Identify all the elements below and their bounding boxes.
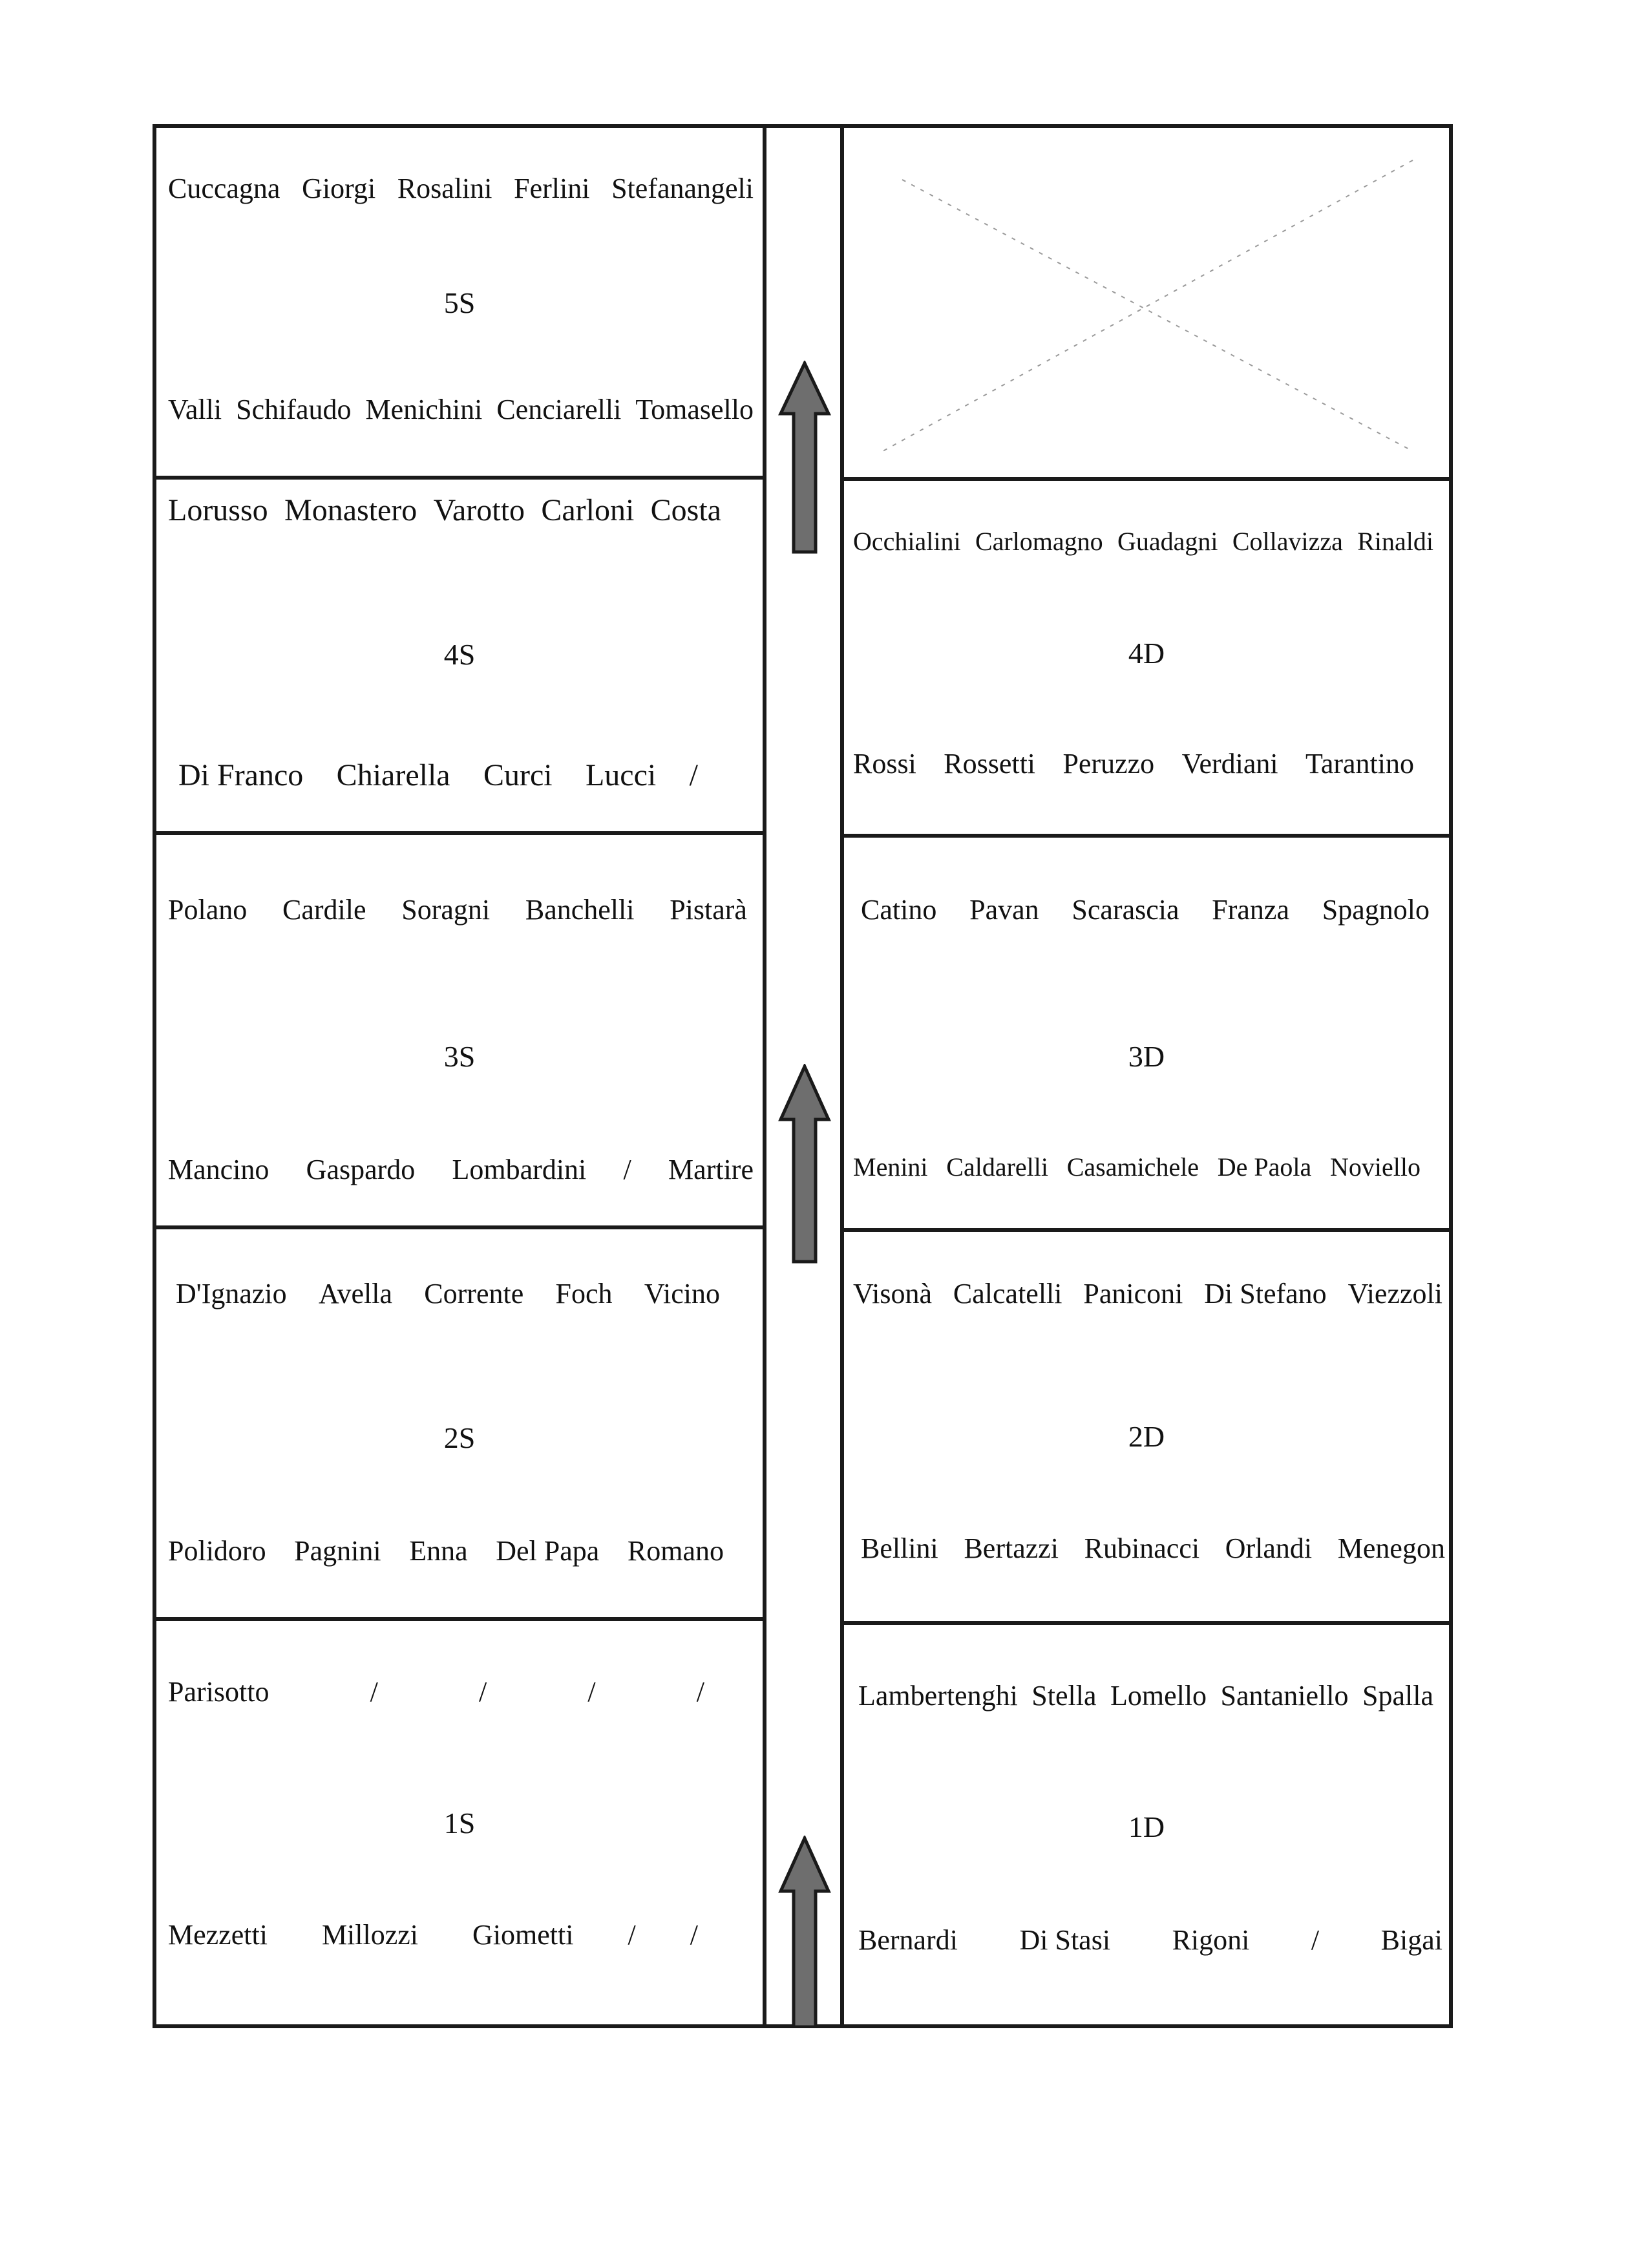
student-name: Millozzi [321,1919,419,1951]
student-name: Pavan [969,894,1039,926]
student-name: Stella [1031,1680,1097,1712]
student-name: Curci [483,758,553,792]
desk-label-5s: 5S [443,286,476,319]
student-name: Rubinacci [1084,1532,1200,1564]
student-name: Spagnolo [1322,894,1430,926]
student-name: De Paola [1217,1152,1312,1182]
student-name: Vicino [644,1278,720,1309]
desk-2s-top-row [176,1280,720,1308]
desk-5s-bottom-row [168,396,754,424]
student-name: Carlomagno [975,527,1103,556]
student-name: Casamichele [1066,1152,1199,1182]
student-name: Occhialini [853,527,961,556]
student-name: Mancino [168,1154,269,1185]
desk-label-3d: 3D [1128,1040,1165,1073]
desk-3d-bottom-row [853,1154,1421,1180]
desk-block-2d [844,1232,1449,1621]
aisle-left-border [763,124,766,2028]
student-name: Rossetti [944,748,1036,779]
student-name: Scarascia [1072,894,1179,926]
student-name: Gaspardo [306,1154,416,1185]
student-name: Pistarà [670,894,747,926]
student-name: Ferlini [514,173,590,204]
student-name: Collavizza [1232,527,1343,556]
student-name: Costa [650,493,721,527]
student-name: Polidoro [168,1535,266,1567]
student-name: Guadagni [1117,527,1218,556]
desk-block-3d [844,838,1449,1228]
student-name: Menini [853,1152,928,1182]
student-name: Cenciarelli [496,394,622,425]
up-arrow-icon [778,361,831,555]
desk-label-3s: 3S [443,1040,476,1073]
student-name: Enna [409,1535,468,1567]
desk-block-4d [844,481,1449,834]
student-name: Verdiani [1181,748,1278,779]
desk-2s-bottom-row [168,1537,724,1565]
desk-label-2s: 2S [443,1421,476,1454]
student-name: Polano [168,894,248,926]
student-name: Cuccagna [168,173,280,204]
student-name: Del Papa [496,1535,600,1567]
student-name: Giometti [472,1919,574,1951]
desk-5s-top-row [168,175,754,203]
student-name: Soragni [401,894,491,926]
desk-4d-bottom-row [853,750,1414,778]
student-name: Lorusso [168,493,268,527]
student-name: Chiarella [336,758,450,792]
student-name: Mezzetti [168,1919,268,1951]
student-name: Stefanangeli [611,173,754,204]
desk-4s-top-row [168,495,721,526]
desk-1s-top-row [168,1678,704,1706]
desk-label-1d: 1D [1128,1810,1165,1843]
student-name: Giorgi [302,173,376,204]
desk-3s-top-row [168,896,747,924]
desk-2d-bottom-row [861,1534,1445,1563]
cross-mark-icon [844,128,1449,477]
student-name: Avella [318,1278,392,1309]
student-name: Spalla [1362,1680,1433,1712]
student-name: Franza [1212,894,1289,926]
student-name: / [696,1676,704,1708]
student-name: Rigoni [1172,1924,1250,1956]
student-name: Martire [668,1154,754,1185]
student-name: Catino [861,894,937,926]
desk-block-4s [156,480,763,831]
student-name: / [628,1919,636,1951]
student-name: Rinaldi [1357,527,1433,556]
student-name: D'Ignazio [176,1278,287,1309]
student-name: Pagnini [294,1535,381,1567]
student-name: Peruzzo [1062,748,1155,779]
student-name: / [1311,1924,1320,1956]
student-name: Lombardini [452,1154,587,1185]
student-name: Parisotto [168,1676,269,1708]
student-name: Rosalini [397,173,492,204]
student-name: Foch [555,1278,613,1309]
desk-label-1s: 1S [443,1807,476,1839]
desk-block-2s [156,1229,763,1617]
desk-4d-top-row [853,529,1433,555]
desk-3s-bottom-row [168,1156,754,1184]
student-name: Noviello [1330,1152,1421,1182]
student-name: Di Stasi [1019,1924,1111,1956]
student-name: Caldarelli [946,1152,1048,1182]
student-name: Di Stefano [1204,1278,1327,1309]
student-name: Bernardi [858,1924,958,1956]
student-name: / [623,1154,631,1185]
student-name: Bellini [861,1532,938,1564]
desk-4s-bottom-row [178,760,698,791]
student-name: / [370,1676,378,1708]
student-name: Visonà [853,1278,933,1309]
student-name: Carloni [541,493,635,527]
student-name: / [478,1676,487,1708]
student-name: Lambertenghi [858,1680,1018,1712]
student-name: Valli [168,394,222,425]
student-name: Lomello [1110,1680,1207,1712]
desk-block-1d [844,1625,1449,2024]
desk-1s-bottom-row [168,1921,698,1949]
desk-label-4s: 4S [443,638,476,671]
empty-desk-block [844,128,1449,477]
student-name: Paniconi [1083,1278,1183,1309]
student-name: Calcatelli [953,1278,1062,1309]
student-name: Schifaudo [236,394,352,425]
student-name: Orlandi [1225,1532,1313,1564]
student-name: Viezzoli [1347,1278,1442,1309]
student-name: Tomasello [635,394,754,425]
up-arrow-icon [778,1836,831,2027]
desk-label-4d: 4D [1128,637,1165,670]
student-name: Tarantino [1305,748,1414,779]
desk-1d-bottom-row [858,1926,1442,1955]
student-name: Santaniello [1220,1680,1349,1712]
student-name: Di Franco [178,758,304,792]
student-name: Varotto [433,493,525,527]
desk-block-3s [156,835,763,1225]
student-name: / [690,1919,698,1951]
student-name: Bertazzi [964,1532,1059,1564]
student-name: Banchelli [525,894,635,926]
desk-block-5s [156,128,763,476]
student-name: Monastero [284,493,417,527]
up-arrow-icon [778,1064,831,1264]
desk-3d-top-row [861,896,1430,924]
desk-block-1s [156,1621,763,2024]
student-name: / [587,1676,596,1708]
student-name: Cardile [282,894,366,926]
student-name: Rossi [853,748,916,779]
student-name: Lucci [585,758,657,792]
desk-label-2d: 2D [1128,1420,1165,1453]
student-name: Bigai [1380,1924,1442,1956]
student-name: Corrente [424,1278,524,1309]
student-name: Menichini [365,394,483,425]
student-name: Menegon [1337,1532,1445,1564]
student-name: Romano [627,1535,724,1567]
desk-1d-top-row [858,1682,1433,1710]
desk-2d-top-row [853,1280,1442,1308]
student-name: / [689,758,698,792]
